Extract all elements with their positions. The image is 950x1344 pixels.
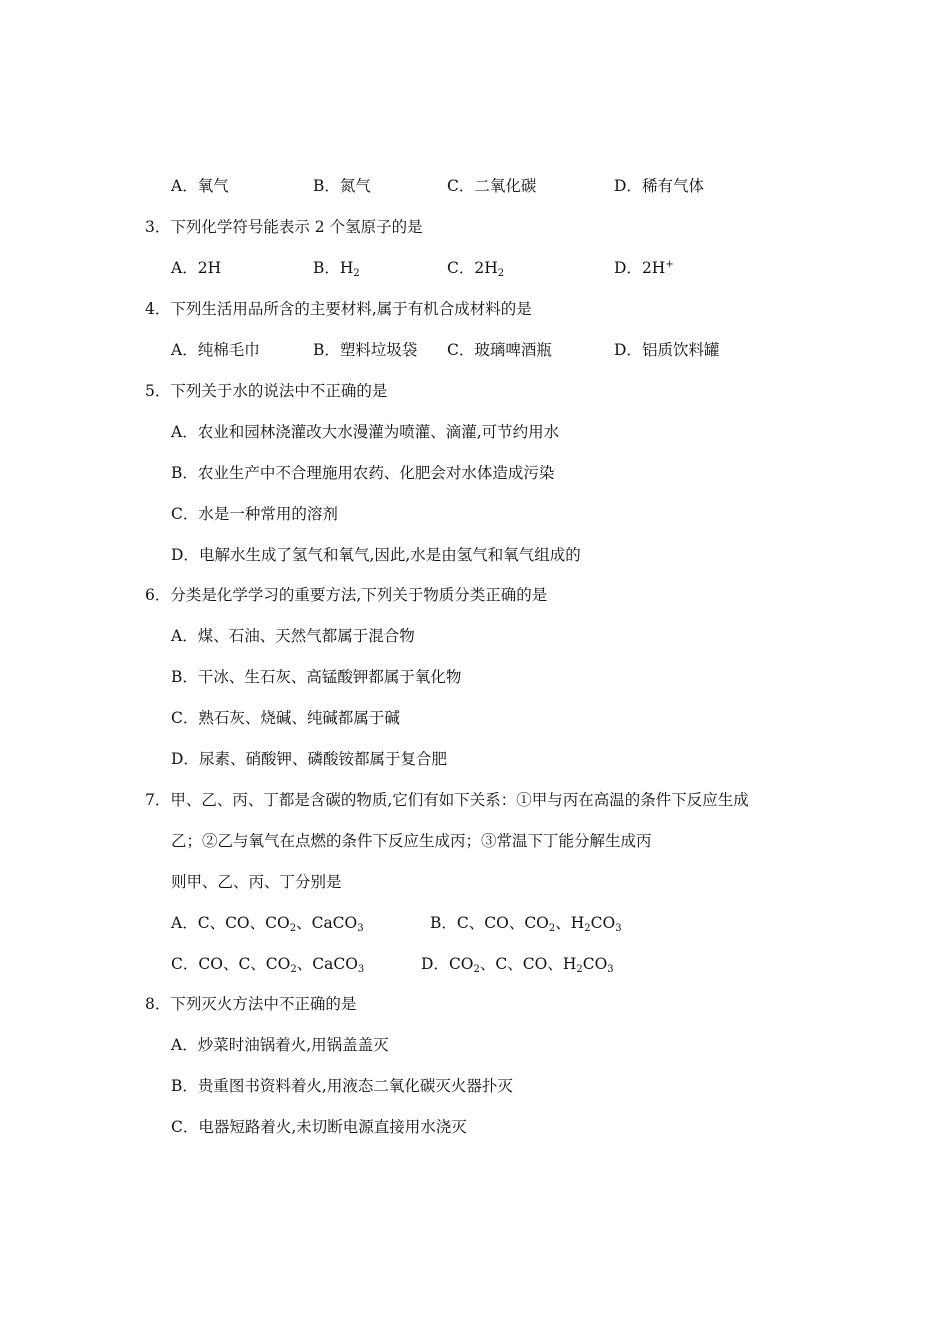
- q7-stem-line1: 7．甲、乙、丙、丁都是含碳的物质,它们有如下关系：①甲与丙在高温的条件下反应生成: [145, 791, 749, 809]
- q3-option-b: B．$H_2$: [313, 259, 360, 279]
- q7-option-a: A．C、CO、$CO_2$、CaCO$_3$: [171, 914, 364, 934]
- q2-option-d: D．稀有气体: [614, 177, 704, 195]
- q8-stem: 8．下列灭火方法中不正确的是: [145, 995, 357, 1013]
- q7-stem-line2: 乙；②乙与氧气在点燃的条件下反应生成丙；③常温下丁能分解生成丙: [171, 832, 652, 850]
- q5-option-c: C．水是一种常用的溶剂: [171, 505, 338, 523]
- q3-option-c: C．$2H_2$: [447, 259, 505, 279]
- q4-option-c: C．玻璃啤酒瓶: [447, 341, 552, 359]
- q8-option-a: A．炒菜时油锅着火,用锅盖盖灭: [171, 1036, 389, 1054]
- q3-option-a: A．2H: [171, 259, 222, 277]
- q2-option-a: A．氧气: [171, 177, 229, 195]
- q3-stem: 3．下列化学符号能表示 2 个氢原子的是: [145, 218, 423, 236]
- q4-option-b: B．塑料垃圾袋: [313, 341, 418, 359]
- q5-option-d: D．电解水生成了氢气和氧气,因此,水是由氢气和氧气组成的: [171, 546, 581, 564]
- q7-option-b: B．C、CO、$CO_2$、$H_2CO_3$: [430, 914, 622, 934]
- q5-option-b: B．农业生产中不合理施用农药、化肥会对水体造成污染: [171, 464, 555, 482]
- q6-option-a: A．煤、石油、天然气都属于混合物: [171, 627, 415, 645]
- q2-option-b: B．氮气: [313, 177, 371, 195]
- q5-stem: 5．下列关于水的说法中不正确的是: [145, 382, 388, 400]
- q8-option-c: C．电器短路着火,未切断电源直接用水浇灭: [171, 1118, 467, 1136]
- q4-stem: 4．下列生活用品所含的主要材料,属于有机合成材料的是: [145, 300, 532, 318]
- q4-option-a: A．纯棉毛巾: [171, 341, 260, 359]
- q6-option-d: D．尿素、硝酸钾、磷酸铵都属于复合肥: [171, 750, 447, 768]
- q7-option-c: C．CO、C、$CO_2$、CaCO$_3$: [171, 955, 365, 975]
- q6-stem: 6．分类是化学学习的重要方法,下列关于物质分类正确的是: [145, 586, 548, 604]
- q6-option-c: C．熟石灰、烧碱、纯碱都属于碱: [171, 709, 400, 727]
- q2-option-c: C．二氧化碳: [447, 177, 537, 195]
- q7-stem-line3: 则甲、乙、丙、丁分别是: [171, 873, 342, 891]
- q3-option-d: D．2H+: [614, 259, 674, 277]
- q5-option-a: A．农业和园林浇灌改大水漫灌为喷灌、滴灌,可节约用水: [171, 423, 560, 441]
- q6-option-b: B．干冰、生石灰、高锰酸钾都属于氧化物: [171, 668, 462, 686]
- q7-option-d: D．$CO_2$、C、CO、$H_2CO_3$: [421, 955, 614, 975]
- q4-option-d: D．铝质饮料罐: [614, 341, 720, 359]
- q8-option-b: B．贵重图书资料着火,用液态二氧化碳灭火器扑灭: [171, 1077, 513, 1095]
